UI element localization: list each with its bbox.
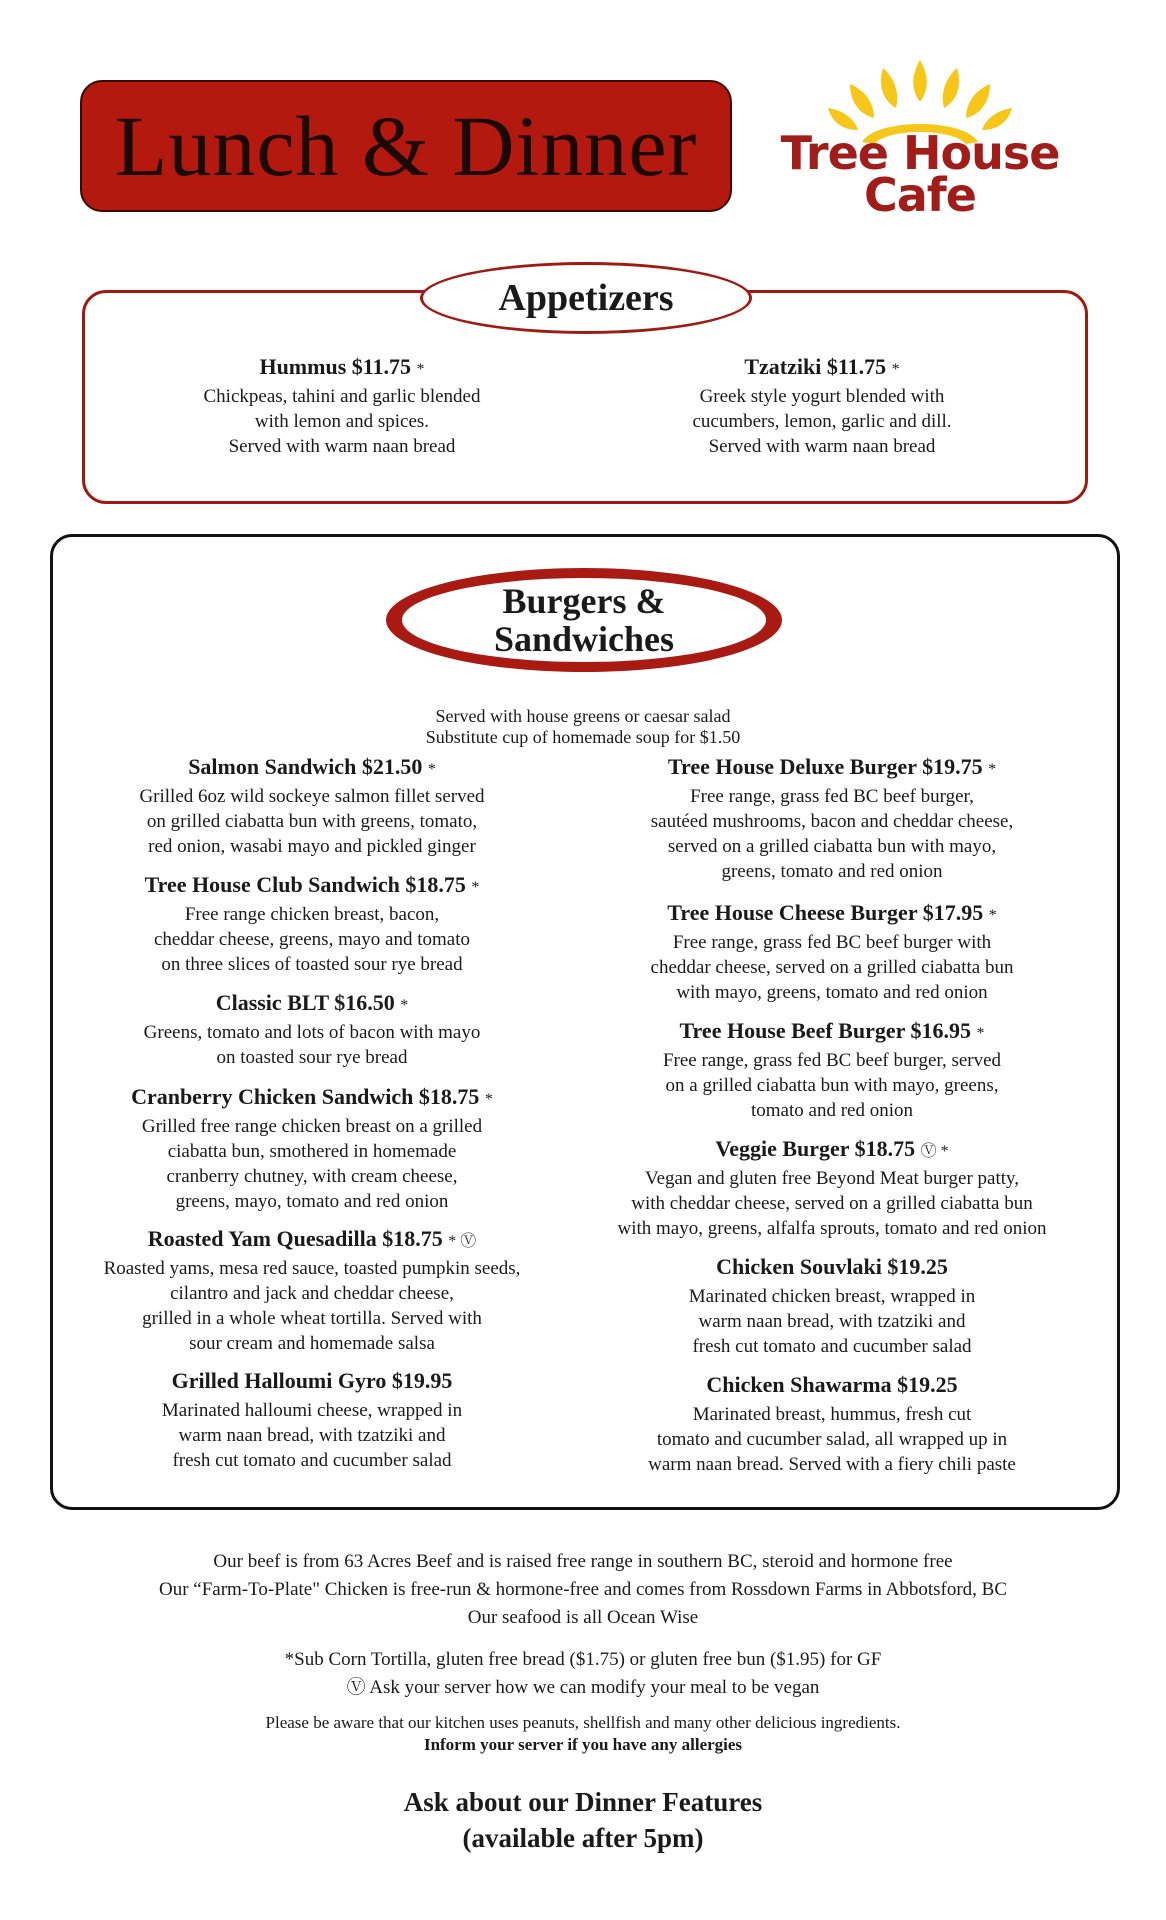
allergy-inform: Inform your server if you have any allergies	[423, 1735, 743, 1754]
item-price: $11.75	[826, 354, 887, 379]
item-name: Roasted Yam Quesadilla	[147, 1226, 377, 1251]
item-price: $21.50	[361, 754, 423, 779]
item-description-line: fresh cut tomato and cucumber salad	[692, 1336, 972, 1357]
page-title-banner	[80, 80, 732, 212]
item-price: $18.75	[418, 1084, 480, 1109]
item-name: Tzatziki	[744, 354, 822, 379]
item-description-line: with lemon and spices.	[254, 411, 430, 432]
item-description-line: with cheddar cheese, served on a grilled ciabatta bun	[631, 1193, 1033, 1214]
menu-item	[72, 988, 552, 1070]
menu-item	[582, 1252, 1082, 1359]
allergy-warning: Please be aware that our kitchen uses peanuts, shellfish and many other delicious ingredients.	[265, 1713, 901, 1732]
item-description-line: warm naan bread, with tzatziki and	[178, 1425, 446, 1446]
item-dietary-mark: Ⓥ *	[920, 1143, 949, 1160]
sourcing-notes	[40, 1548, 1126, 1632]
item-description-line: Vegan and gluten free Beyond Meat burger patty,	[644, 1168, 1020, 1189]
burgers-heading-oval	[386, 568, 782, 672]
item-description-line: Grilled 6oz wild sockeye salmon fillet served	[139, 786, 485, 807]
item-price: $19.25	[887, 1254, 948, 1279]
item-description-line: on a grilled ciabatta bun with mayo, greens,	[665, 1075, 999, 1096]
menu-item	[582, 1016, 1082, 1123]
item-description-line: Free range, grass fed BC beef burger,	[690, 786, 974, 807]
item-description-line: Chickpeas, tahini and garlic blended	[203, 386, 481, 407]
item-description-line: greens, mayo, tomato and red onion	[175, 1191, 449, 1212]
item-description-line: cheddar cheese, greens, mayo and tomato	[153, 929, 470, 950]
item-description-line: warm naan bread. Served with a fiery chili paste	[648, 1454, 1016, 1475]
menu-item-name	[582, 1134, 1082, 1166]
item-description-line: on grilled ciabatta bun with greens, tomato,	[146, 811, 478, 832]
item-description-line: red onion, wasabi mayo and pickled ginger	[148, 836, 476, 857]
menu-item	[582, 752, 1082, 884]
burgers-heading-line1: Burgers &	[502, 581, 666, 621]
menu-item	[582, 1134, 1082, 1241]
item-name: Tree House Club Sandwich	[144, 872, 400, 897]
item-description-line: Free range, grass fed BC beef burger, served	[662, 1050, 1002, 1071]
vegan-note: Ⓥ Ask your server how we can modify your meal to be vegan	[346, 1677, 820, 1698]
item-description-line: warm naan bread, with tzatziki and	[698, 1311, 966, 1332]
logo-text-tree-house: Tree House	[780, 126, 1060, 180]
item-name: Chicken Souvlaki	[716, 1254, 882, 1279]
sourcing-line: Our seafood is all Ocean Wise	[467, 1607, 699, 1628]
dinner-features	[40, 1784, 1126, 1856]
menu-item	[622, 352, 1022, 459]
item-price: $11.75	[351, 354, 412, 379]
appetizers-heading: Appetizers	[498, 277, 674, 319]
appetizers-heading-oval	[420, 262, 752, 334]
item-dietary-mark: *	[427, 761, 436, 778]
item-description-line: Marinated halloumi cheese, wrapped in	[161, 1400, 463, 1421]
item-description-line: cheddar cheese, served on a grilled ciabatta bun	[650, 957, 1014, 978]
item-name: Cranberry Chicken Sandwich	[131, 1084, 414, 1109]
item-description-line: Marinated chicken breast, wrapped in	[688, 1286, 976, 1307]
menu-item	[142, 352, 542, 459]
menu-item	[72, 752, 552, 859]
item-dietary-mark: *	[400, 997, 409, 1014]
item-name: Tree House Cheese Burger	[667, 900, 918, 925]
item-description-line: cucumbers, lemon, garlic and dill.	[692, 411, 952, 432]
item-dietary-mark: *	[484, 1091, 493, 1108]
item-description-line: Free range, grass fed BC beef burger with	[672, 932, 992, 953]
menu-item-name	[72, 870, 552, 902]
menu-item-name	[142, 352, 542, 384]
sourcing-line: Our beef is from 63 Acres Beef and is raised free range in southern BC, steroid and hormone free	[213, 1551, 953, 1572]
menu-item	[72, 870, 552, 977]
item-name: Tree House Deluxe Burger	[667, 754, 917, 779]
menu-item-name	[582, 1252, 1082, 1284]
menu-item-name	[582, 1016, 1082, 1048]
item-price: $19.25	[897, 1372, 958, 1397]
item-description-line: Served with warm naan bread	[228, 436, 456, 457]
item-description-line: sour cream and homemade salsa	[189, 1333, 435, 1354]
dinner-features-line2: (available after 5pm)	[462, 1823, 704, 1853]
item-description-line: with mayo, greens, tomato and red onion	[676, 982, 988, 1003]
item-price: $18.75	[382, 1226, 443, 1251]
item-name: Tree House Beef Burger	[679, 1018, 905, 1043]
soup-substitute-note: Substitute cup of homemade soup for $1.50	[425, 727, 741, 747]
served-with-note: Served with house greens or caesar salad	[435, 706, 731, 726]
item-description-line: Free range chicken breast, bacon,	[184, 904, 440, 925]
sourcing-line: Our “Farm-To-Plate" Chicken is free-run & hormone-free and comes from Rossdown Farms in Abbotsford, BC	[158, 1579, 1008, 1600]
item-description-line: Roasted yams, mesa red sauce, toasted pumpkin seeds,	[103, 1258, 521, 1279]
item-price: $18.75	[854, 1136, 916, 1161]
allergy-notes	[40, 1712, 1126, 1756]
menu-item-name	[72, 1082, 552, 1114]
item-description-line: tomato and cucumber salad, all wrapped up in	[656, 1429, 1008, 1450]
item-dietary-mark: *	[891, 361, 900, 378]
item-description-line: with mayo, greens, alfalfa sprouts, tomato and red onion	[617, 1218, 1047, 1239]
item-price: $19.95	[391, 1368, 453, 1393]
item-description-line: Served with warm naan bread	[708, 436, 936, 457]
item-dietary-mark: *	[471, 879, 480, 896]
item-name: Salmon Sandwich	[188, 754, 357, 779]
item-dietary-mark: *	[988, 761, 997, 778]
item-price: $17.95	[922, 900, 984, 925]
item-description-line: Greek style yogurt blended with	[699, 386, 945, 407]
dinner-features-line1: Ask about our Dinner Features	[403, 1787, 763, 1817]
item-description-line: tomato and red onion	[751, 1100, 913, 1121]
item-description-line: Greens, tomato and lots of bacon with mayo	[143, 1022, 481, 1043]
item-price: $19.75	[922, 754, 983, 779]
item-description-line: Grilled free range chicken breast on a grilled	[141, 1116, 483, 1137]
menu-item	[72, 1082, 552, 1214]
item-name: Grilled Halloumi Gyro	[171, 1368, 387, 1393]
menu-item-name	[72, 752, 552, 784]
item-dietary-mark: *	[988, 907, 997, 924]
dietary-notes	[40, 1646, 1126, 1702]
item-name: Classic BLT	[215, 990, 329, 1015]
item-description-line: ciabatta bun, smothered in homemade	[167, 1141, 457, 1162]
menu-item	[582, 898, 1082, 1005]
item-description-line: served on a grilled ciabatta bun with mayo,	[667, 836, 997, 857]
gluten-free-note: *Sub Corn Tortilla, gluten free bread ($1.75) or gluten free bun ($1.95) for GF	[284, 1649, 882, 1670]
item-price: $16.95	[910, 1018, 971, 1043]
menu-item	[72, 1366, 552, 1473]
menu-item	[582, 1370, 1082, 1477]
item-dietary-mark: *	[416, 361, 425, 378]
item-description-line: cranberry chutney, with cream cheese,	[166, 1166, 458, 1187]
item-description-line: on toasted sour rye bread	[216, 1047, 408, 1068]
menu-item-name	[582, 752, 1082, 784]
item-description-line: grilled in a whole wheat tortilla. Served with	[142, 1308, 482, 1329]
item-price: $18.75	[405, 872, 466, 897]
item-description-line: cilantro and jack and cheddar cheese,	[170, 1283, 454, 1304]
item-price: $16.50	[334, 990, 395, 1015]
menu-item-name	[622, 352, 1022, 384]
item-dietary-mark: * Ⓥ	[448, 1233, 477, 1250]
menu-item-name	[582, 898, 1082, 930]
item-description-line: fresh cut tomato and cucumber salad	[172, 1450, 452, 1471]
menu-item-name	[72, 988, 552, 1020]
menu-item-name	[72, 1224, 552, 1256]
menu-item-name	[72, 1366, 552, 1398]
item-description-line: sautéed mushrooms, bacon and cheddar cheese,	[650, 811, 1014, 832]
item-name: Veggie Burger	[715, 1136, 850, 1161]
item-description-line: greens, tomato and red onion	[721, 861, 943, 882]
menu-item	[72, 1224, 552, 1356]
item-name: Hummus	[259, 354, 347, 379]
logo-text-cafe: Cafe	[863, 168, 976, 222]
burgers-heading-line2: Sandwiches	[493, 619, 675, 659]
item-description-line: Marinated breast, hummus, fresh cut	[692, 1404, 972, 1425]
tree-house-cafe-logo	[780, 58, 1060, 222]
item-dietary-mark: *	[976, 1025, 985, 1042]
page-title: Lunch & Dinner	[114, 98, 698, 194]
menu-item-name	[582, 1370, 1082, 1402]
item-description-line: on three slices of toasted sour rye bread	[161, 954, 463, 975]
item-name: Chicken Shawarma	[706, 1372, 892, 1397]
